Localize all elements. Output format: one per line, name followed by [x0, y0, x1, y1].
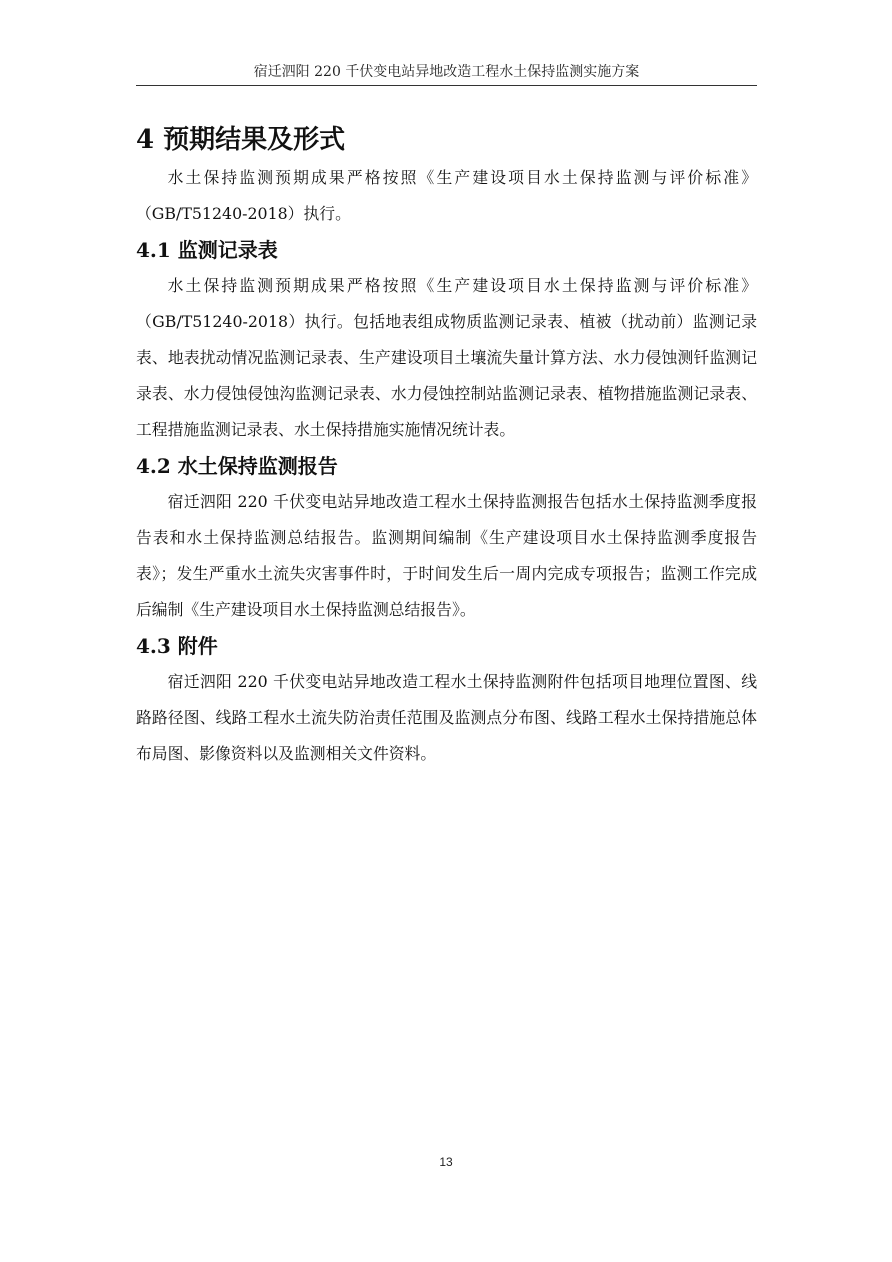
- section-heading-4-2: 4.2 水土保持监测报告: [136, 454, 338, 478]
- header-divider: [136, 85, 757, 86]
- section-4-3-paragraph: 宿迁泗阳 220 千伏变电站异地改造工程水土保持监测附件包括项目地理位置图、线路路径图、线路工程水土流失防治责任范围及监测点分布图、线路工程水土保持措施总体布局图、影像资料以及监测相关文件资料。: [136, 672, 757, 763]
- page-number: 13: [439, 1155, 453, 1169]
- page-content: [136, 120, 757, 772]
- section-4-2-paragraph: 宿迁泗阳 220 千伏变电站异地改造工程水土保持监测报告包括水土保持监测季度报告表和水土保持监测总结报告。监测期间编制《生产建设项目水土保持监测季度报告表》；发生严重水土流失灾害事件时，于时间发生后一周内完成专项报告；监测工作完成后编制《生产建设项目水土保持监测总结报告》。: [136, 492, 757, 619]
- section-heading-4-3: 4.3 附件: [136, 634, 218, 658]
- section-heading-4-1: 4.1 监测记录表: [136, 238, 278, 262]
- chapter-intro-paragraph: 水土保持监测预期成果严格按照《生产建设项目水土保持监测与评价标准》（GB/T51240-2018）执行。: [136, 168, 757, 223]
- chapter-heading: 4 预期结果及形式: [136, 125, 346, 155]
- section-4-1-paragraph: 水土保持监测预期成果严格按照《生产建设项目水土保持监测与评价标准》（GB/T51240-2018）执行。包括地表组成物质监测记录表、植被（扰动前）监测记录表、地表扰动情况监测记录表、生产建设项目土壤流失量计算方法、水力侵蚀测钎监测记录表、水力侵蚀侵蚀沟监测记录表、水力侵蚀控制站监测记录表、植物措施监测记录表、工程措施监测记录表、水土保持措施实施情况统计表。: [136, 276, 757, 439]
- running-header: 宿迁泗阳 220 千伏变电站异地改造工程水土保持监测实施方案: [253, 64, 640, 80]
